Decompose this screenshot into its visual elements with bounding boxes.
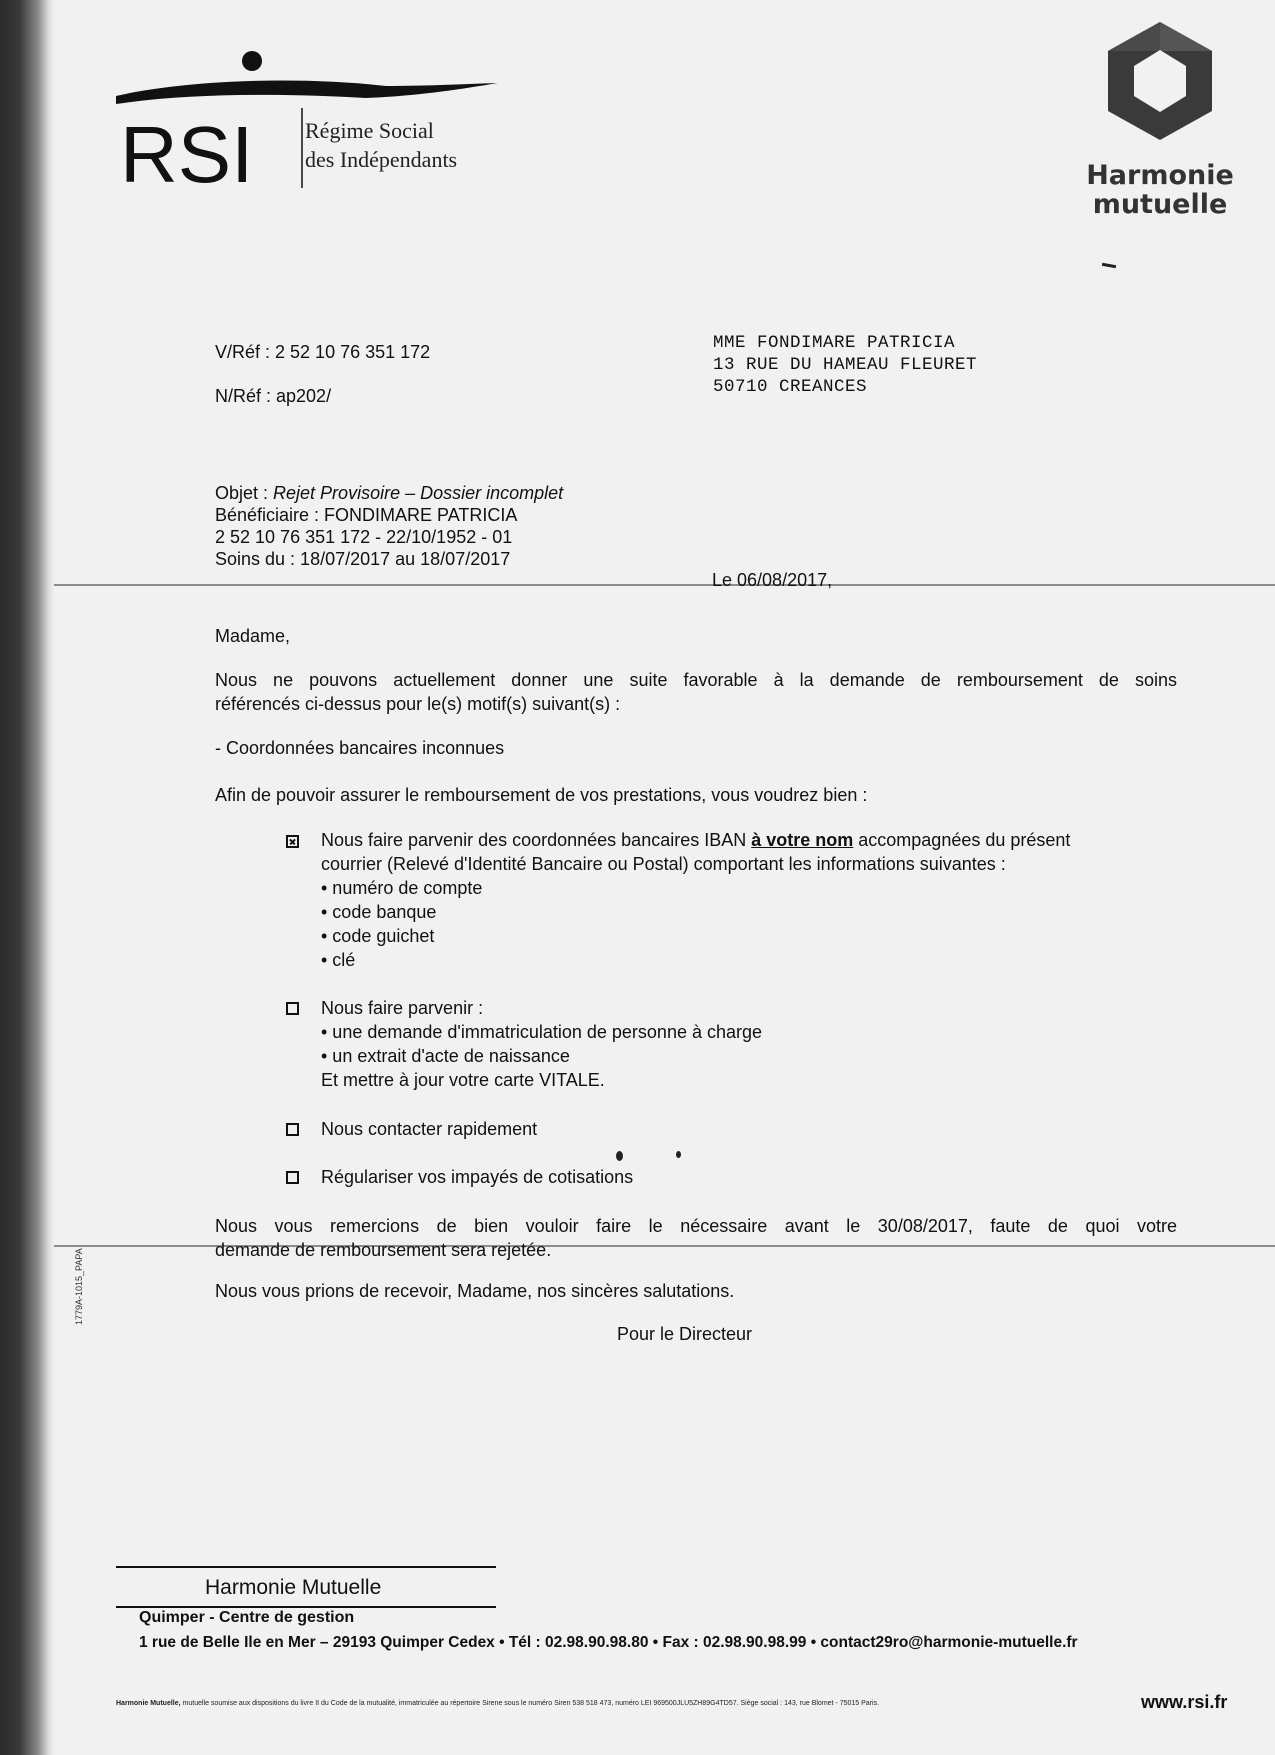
list-item: • un extrait d'acte de naissance: [321, 1046, 570, 1066]
checkbox-bank-details[interactable]: [286, 835, 299, 848]
salutation: Madame,: [215, 626, 291, 646]
rsi-name-line2: des Indépendants: [305, 147, 458, 172]
object-label: Objet :: [215, 483, 274, 503]
legal-notice-text: mutuelle soumise aux dispositions du livre II du Code de la mutualité, immatriculée au répertoire Sirene sous le numéro Siren 538 518 473, numéro LEI 969500JLU5ZH89G4TD57. Siège social : 143, rue Blomet - 75015 Paris.: [180, 1700, 880, 1707]
footer-organization: Harmonie Mutuelle: [205, 1576, 382, 1599]
footer-address: 1 rue de Belle Ile en Mer – 29193 Quimper Cedex • Tél : 02.98.90.98.80 • Fax : 02.98.90.98.99 • contact29ro@harmonie-mutuelle.fr: [139, 1634, 1078, 1651]
option-bank-details: [321, 828, 1070, 972]
option-contact: Nous contacter rapidement: [321, 1119, 538, 1139]
letter-date: Le 06/08/2017,: [712, 570, 833, 590]
option-documents-title: Nous faire parvenir :: [321, 998, 484, 1018]
notre-reference: N/Réf : ap202/: [215, 386, 332, 406]
object-block: [215, 482, 563, 570]
signature: Pour le Directeur: [617, 1324, 753, 1344]
option-bank-details-emphasis: à votre nom: [751, 830, 854, 850]
paragraph-1-line1: Nous ne pouvons actuellement donner une suite favorable à la demande de remboursement de soins: [215, 670, 1177, 690]
scan-mark: [616, 1151, 623, 1161]
beneficiary: Bénéficiaire : FONDIMARE PATRICIA: [215, 505, 518, 525]
scan-mark: [1102, 263, 1116, 268]
scan-mark: [676, 1151, 681, 1158]
footer-divider: [116, 1566, 496, 1568]
form-code: 1779A-1015_PAPA: [74, 1248, 84, 1325]
harmonie-wordmark: [1060, 161, 1260, 219]
paragraph-1-line2: référencés ci-dessus pour le(s) motif(s) suivant(s) :: [215, 694, 621, 714]
rsi-name: [305, 116, 457, 174]
beneficiary-id: 2 52 10 76 351 172 - 22/10/1952 - 01: [215, 527, 513, 547]
option-bank-details-text-end: accompagnées du présent: [853, 830, 1071, 850]
harmonie-wordmark-line2: mutuelle: [1092, 189, 1228, 220]
footer-divider: [116, 1606, 496, 1608]
recipient-name: MME FONDIMARE PATRICIA: [713, 333, 956, 353]
list-item: • code banque: [321, 902, 437, 922]
checkbox-regularize[interactable]: [286, 1171, 299, 1184]
paragraph-3-line1: Nous vous remercions de bien vouloir faire le nécessaire avant le 30/08/2017, faute de quoi votre: [215, 1216, 1177, 1236]
paragraph-3: [215, 1214, 1177, 1262]
checkbox-contact[interactable]: [286, 1123, 299, 1136]
list-item: • code guichet: [321, 926, 435, 946]
list-item: • numéro de compte: [321, 878, 483, 898]
rsi-name-line1: Régime Social: [305, 118, 434, 143]
harmonie-wordmark-line1: Harmonie: [1086, 160, 1234, 191]
list-item: • clé: [321, 950, 356, 970]
rsi-logo-letters: RSI: [120, 110, 254, 196]
object-value: Rejet Provisoire – Dossier incomplet: [273, 483, 564, 503]
checkbox-documents[interactable]: [286, 1002, 299, 1015]
paragraph-2: Afin de pouvoir assurer le remboursement de vos prestations, vous voudrez bien :: [215, 785, 868, 805]
fold-line: [54, 584, 1275, 586]
votre-reference: V/Réf : 2 52 10 76 351 172: [215, 342, 431, 362]
recipient-city: 50710 CREANCES: [713, 377, 868, 397]
list-item: • une demande d'immatriculation de personne à charge: [321, 1022, 763, 1042]
option-bank-details-line2: courrier (Relevé d'Identité Bancaire ou Postal) comportant les informations suivantes :: [321, 854, 1006, 874]
scan-edge: [0, 0, 54, 1755]
recipient-address: [713, 332, 977, 398]
care-dates: Soins du : 18/07/2017 au 18/07/2017: [215, 549, 511, 569]
paragraph-1: [215, 668, 1177, 716]
website-link[interactable]: www.rsi.fr: [1141, 1692, 1228, 1712]
recipient-street: 13 RUE DU HAMEAU FLEURET: [713, 355, 978, 375]
reject-reason: - Coordonnées bancaires inconnues: [215, 738, 505, 758]
legal-notice: [116, 1700, 879, 1707]
option-regularize: Régulariser vos impayés de cotisations: [321, 1167, 634, 1187]
option-bank-details-text: Nous faire parvenir des coordonnées bancaires IBAN: [321, 830, 752, 850]
paragraph-3-line2: demande de remboursement sera rejetée.: [215, 1240, 552, 1260]
closing-formula: Nous vous prions de recevoir, Madame, nos sincères salutations.: [215, 1281, 735, 1301]
option-documents: [321, 996, 762, 1092]
legal-notice-org: Harmonie Mutuelle,: [116, 1700, 181, 1707]
option-documents-tail: Et mettre à jour votre carte VITALE.: [321, 1070, 605, 1090]
footer-center: Quimper - Centre de gestion: [139, 1609, 355, 1626]
